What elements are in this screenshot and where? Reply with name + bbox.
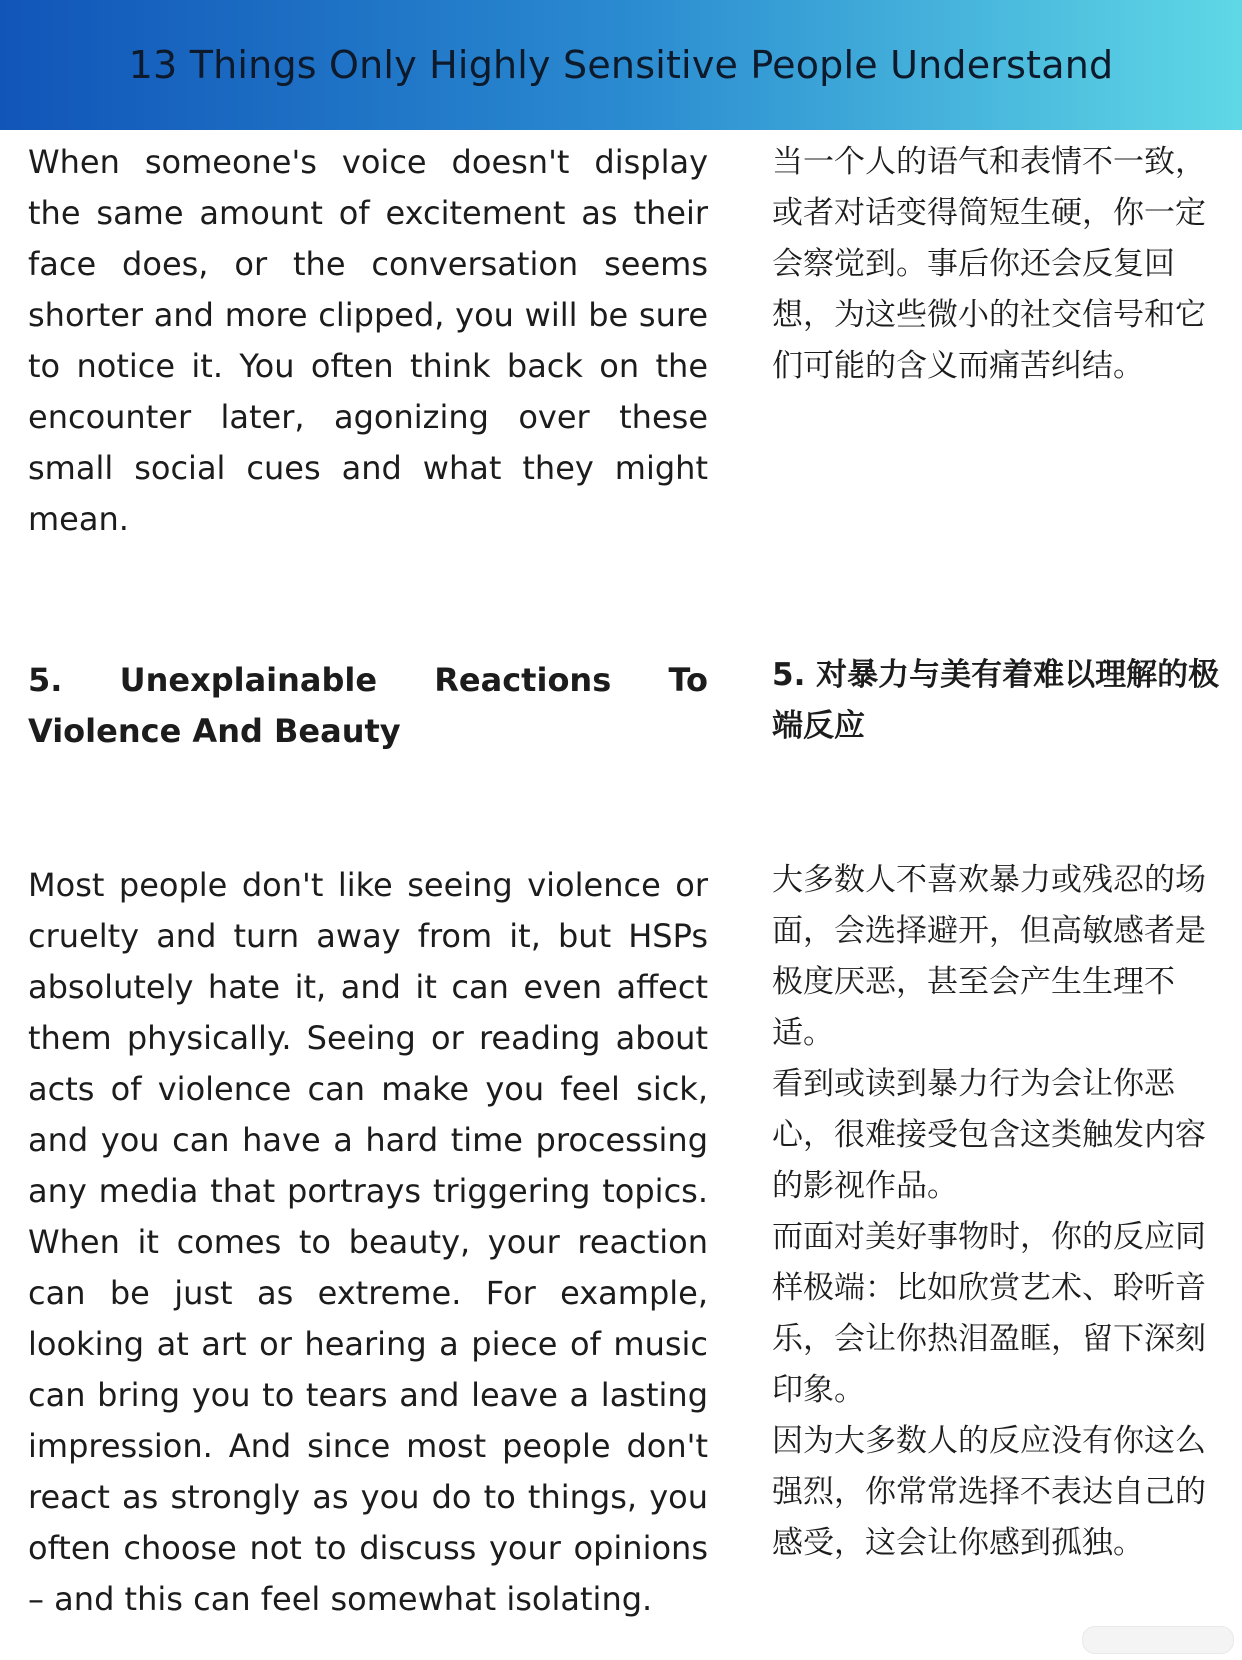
chinese-paragraph: 因为大多数人的反应没有你这么强烈，你常常选择不表达自己的感受，这会让你感到孤独。	[772, 1423, 1206, 1561]
page-title: 13 Things Only Highly Sensitive People Understand	[128, 43, 1114, 87]
chinese-paragraph: 而面对美好事物时，你的反应同样极端：比如欣赏艺术、聆听音乐，会让你热泪盈眶，留下深刻印象。	[772, 1219, 1206, 1408]
title-banner	[0, 0, 1242, 130]
watermark	[1082, 1626, 1234, 1654]
english-paragraph-prev: When someone's voice doesn't display the same amount of excitement as their face does, or the conversation seems shorter and more clipped, you will be sure to notice it. You often think back on the encounter later, agonizing over these small social cues and what they might mean.	[28, 143, 708, 538]
english-paragraph-section5: Most people don't like seeing violence or cruelty and turn away from it, but HSPs absolutely hate it, and it can even affect them physically. Seeing or reading about acts of violence can make you feel sick, and you can have a hard time processing any media that portrays triggering topics. When it comes to beauty, your reaction can be just as extreme. For example, looking at art or hearing a piece of music can bring you to tears and leave a lasting impression. And since most people don't react as strongly as you do to things, you often choose not to discuss your opinions – and this can feel somewhat isolating.	[28, 866, 708, 1618]
chinese-section-heading: 5. 对暴力与美有着难以理解的极端反应	[772, 657, 1220, 744]
chinese-paragraph: 看到或读到暴力行为会让你恶心，很难接受包含这类触发内容的影视作品。	[772, 1066, 1206, 1204]
chinese-paragraph-prev: 当一个人的语气和表情不一致，或者对话变得简短生硬，你一定会察觉到。事后你还会反复回想，为这些微小的社交信号和它们可能的含义而痛苦纠结。	[772, 144, 1206, 384]
chinese-paragraph: 大多数人不喜欢暴力或残忍的场面，会选择避开，但高敏感者是极度厌恶，甚至会产生生理不适。	[772, 862, 1206, 1051]
english-section-heading: 5. Unexplainable Reactions To Violence And Beauty	[28, 661, 708, 750]
chinese-paragraphs-section5	[772, 855, 1222, 1569]
